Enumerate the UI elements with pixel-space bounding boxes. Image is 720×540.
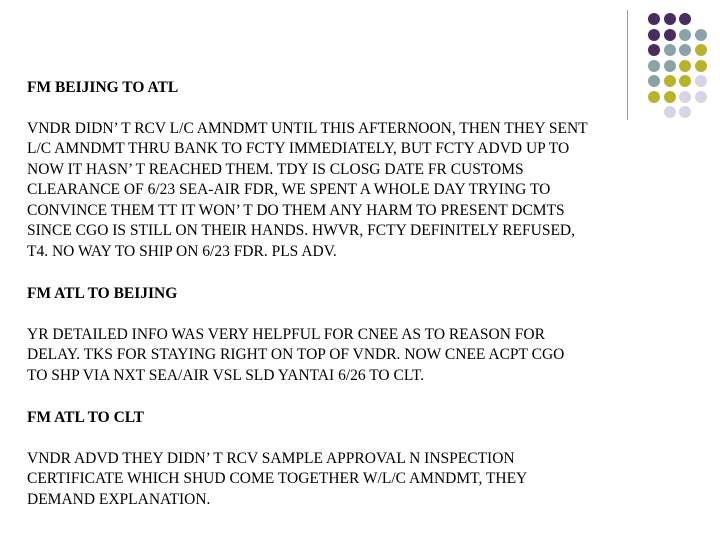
decorative-dot (679, 44, 691, 56)
section-body: YR DETAILED INFO WAS VERY HELPFUL FOR CNEE AS TO REASON FOR DELAY. TKS FOR STAYING RIGHT ON TOP OF VNDR. NOW CNEE ACPT CGO TO SHP VIA NXT SEA/AIR VSL SLD YANTAI 6/26 TO CLT. (27, 325, 565, 384)
section-heading: FM ATL TO BEIJING (27, 285, 178, 302)
decorative-dot (679, 60, 691, 72)
decorative-dot (664, 13, 676, 25)
decorative-dot (664, 44, 676, 56)
decorative-dot (679, 13, 691, 25)
decorative-dot (679, 29, 691, 41)
decorative-dot (648, 60, 660, 72)
document-body (27, 78, 707, 510)
section-heading: FM ATL TO CLT (27, 409, 145, 426)
section-body: VNDR ADVD THEY DIDN’ T RCV SAMPLE APPROVAL N INSPECTION CERTIFICATE WHICH SHUD COME TOGETHER W/L/C AMNDMT, THEY DEMAND EXPLANATION. (27, 449, 528, 508)
decorative-dot (695, 60, 707, 72)
section-heading: FM BEIJING TO ATL (27, 79, 179, 96)
decorative-dot (664, 29, 676, 41)
decorative-dot (648, 29, 660, 41)
decorative-dot (695, 44, 707, 56)
decorative-dot (648, 44, 660, 56)
decorative-dot (695, 29, 707, 41)
section-body: VNDR DIDN’ T RCV L/C AMNDMT UNTIL THIS AFTERNOON, THEN THEY SENT L/C AMNDMT THRU BANK TO FCTY IMMEDIATELY, BUT FCTY ADVD UP TO NOW IT HASN’ T REACHED THEM. TDY IS CLOSG DATE FR CUSTOMS CLEARANCE OF 6/23 SEA-AIR FDR, WE SPENT A WHOLE DAY TRYING TO CONVINCE THEM TT IT WON’ T DO THEM ANY HARM TO PRESENT DCMTS SINCE CGO IS STILL ON THEIR HANDS. HWVR, FCTY DEFINITELY REFUSED, T4. NO WAY TO SHIP ON 6/23 FDR. PLS ADV. (27, 119, 588, 260)
decorative-dot (648, 13, 660, 25)
decorative-dot (664, 60, 676, 72)
